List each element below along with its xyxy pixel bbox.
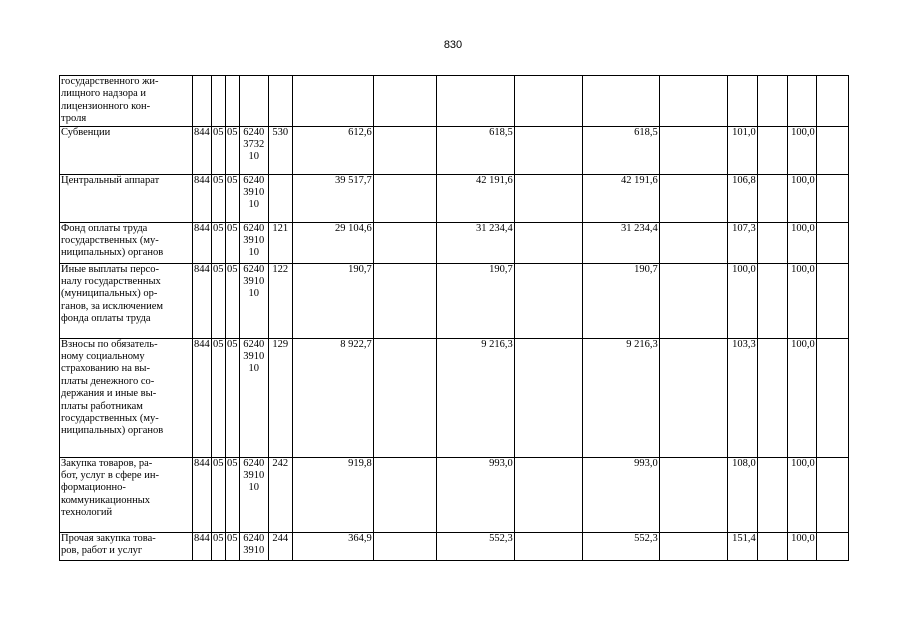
article-code: [239, 457, 268, 532]
article-code: [239, 263, 268, 338]
percent-2: 100,0: [787, 457, 816, 532]
empty-cell: [659, 126, 727, 174]
article-code-part: 6240: [243, 338, 265, 350]
empty-cell: [373, 532, 436, 560]
table-row-continued: [60, 76, 849, 127]
percent-1: 106,8: [727, 174, 757, 222]
value-3: 42 191,6: [582, 174, 659, 222]
empty-cell: [816, 222, 848, 263]
table-row: [60, 457, 849, 532]
empty-cell: [659, 457, 727, 532]
empty-cell: [816, 532, 848, 560]
empty-cell: [514, 222, 582, 263]
empty-cell: [514, 338, 582, 457]
empty-cell: [268, 76, 292, 127]
empty-cell: [787, 76, 816, 127]
budget-table: [59, 75, 849, 561]
subsection-code: 05: [225, 126, 239, 174]
article-code: [239, 338, 268, 457]
article-code-part: 3910: [243, 276, 265, 288]
article-code-part: 3910: [243, 235, 265, 247]
empty-cell: [816, 338, 848, 457]
article-code-part: 10: [248, 199, 259, 211]
empty-cell: [659, 174, 727, 222]
row-name: Взносы по обязатель- ному социальному страхованию на вы- платы денежного со- держания и иные вы- платы работникам государственных (му- ниципальных) органов: [60, 338, 193, 457]
table-row: [60, 126, 849, 174]
expense-type-code: [268, 174, 292, 222]
value-1: 919,8: [292, 457, 373, 532]
percent-1: 101,0: [727, 126, 757, 174]
empty-cell: [373, 222, 436, 263]
percent-1: 100,0: [727, 263, 757, 338]
empty-cell: [757, 338, 787, 457]
article-code-part: 10: [248, 288, 259, 300]
empty-cell: [757, 457, 787, 532]
value-1: 39 517,7: [292, 174, 373, 222]
value-2: 190,7: [436, 263, 514, 338]
value-1: 8 922,7: [292, 338, 373, 457]
expense-type-code: 122: [268, 263, 292, 338]
empty-cell: [757, 532, 787, 560]
empty-cell: [757, 76, 787, 127]
table-row: [60, 532, 849, 560]
empty-cell: [659, 338, 727, 457]
row-name: Фонд оплаты труда государственных (му- ниципальных) органов: [60, 222, 193, 263]
page-number: 830: [443, 39, 463, 51]
article-code: [239, 126, 268, 174]
article-code-part: 3910: [243, 545, 265, 557]
ministry-code: 844: [193, 457, 212, 532]
empty-cell: [373, 457, 436, 532]
empty-cell: [757, 263, 787, 338]
empty-cell: [211, 76, 225, 127]
subsection-code: 05: [225, 263, 239, 338]
value-1: 190,7: [292, 263, 373, 338]
article-code-part: 6240: [243, 174, 265, 186]
percent-1: 151,4: [727, 532, 757, 560]
row-name: Иные выплаты персо- налу государственных (муниципальных) ор- ганов, за исключением фонда оплаты труда: [60, 263, 193, 338]
percent-2: 100,0: [787, 222, 816, 263]
empty-cell: [373, 263, 436, 338]
value-2: 31 234,4: [436, 222, 514, 263]
empty-cell: [757, 174, 787, 222]
value-3: 31 234,4: [582, 222, 659, 263]
empty-cell: [659, 532, 727, 560]
value-1: 364,9: [292, 532, 373, 560]
value-3: 190,7: [582, 263, 659, 338]
article-code-part: 10: [248, 151, 259, 163]
empty-cell: [239, 76, 268, 127]
percent-2: 100,0: [787, 126, 816, 174]
ministry-code: 844: [193, 222, 212, 263]
empty-cell: [436, 76, 514, 127]
article-code: [239, 222, 268, 263]
empty-cell: [816, 174, 848, 222]
article-code-part: 3910: [243, 351, 265, 363]
empty-cell: [816, 126, 848, 174]
expense-type-code: 121: [268, 222, 292, 263]
table-row: [60, 263, 849, 338]
article-code-part: 6240: [243, 263, 265, 275]
article-code-part: 3732: [243, 139, 265, 151]
row-name: Центральный аппарат: [60, 174, 193, 222]
article-code-part: 3910: [243, 470, 265, 482]
empty-cell: [816, 457, 848, 532]
empty-cell: [757, 126, 787, 174]
ministry-code: 844: [193, 126, 212, 174]
percent-1: 107,3: [727, 222, 757, 263]
table-row: [60, 222, 849, 263]
article-code-part: 6240: [243, 532, 265, 544]
empty-cell: [373, 76, 436, 127]
subsection-code: 05: [225, 457, 239, 532]
empty-cell: [659, 76, 727, 127]
value-2: 42 191,6: [436, 174, 514, 222]
value-3: 552,3: [582, 532, 659, 560]
empty-cell: [514, 174, 582, 222]
empty-cell: [757, 222, 787, 263]
value-1: 29 104,6: [292, 222, 373, 263]
empty-cell: [373, 126, 436, 174]
empty-cell: [514, 126, 582, 174]
empty-cell: [292, 76, 373, 127]
section-code: 05: [211, 126, 225, 174]
empty-cell: [816, 263, 848, 338]
empty-cell: [373, 174, 436, 222]
empty-cell: [727, 76, 757, 127]
ministry-code: 844: [193, 338, 212, 457]
empty-cell: [514, 76, 582, 127]
empty-cell: [659, 263, 727, 338]
empty-cell: [193, 76, 212, 127]
section-code: 05: [211, 222, 225, 263]
expense-type-code: 129: [268, 338, 292, 457]
value-2: 552,3: [436, 532, 514, 560]
percent-1: 108,0: [727, 457, 757, 532]
article-code-part: 6240: [243, 457, 265, 469]
empty-cell: [514, 457, 582, 532]
percent-1: 103,3: [727, 338, 757, 457]
percent-2: 100,0: [787, 532, 816, 560]
value-3: 618,5: [582, 126, 659, 174]
article-code: [239, 532, 268, 560]
expense-type-code: 530: [268, 126, 292, 174]
empty-cell: [582, 76, 659, 127]
table-row: [60, 174, 849, 222]
empty-cell: [373, 338, 436, 457]
expense-type-code: 244: [268, 532, 292, 560]
row-name: Субвенции: [60, 126, 193, 174]
value-2: 993,0: [436, 457, 514, 532]
row-name: государственного жи- лищного надзора и лицензионного кон- троля: [60, 76, 193, 127]
subsection-code: 05: [225, 338, 239, 457]
ministry-code: 844: [193, 263, 212, 338]
section-code: 05: [211, 263, 225, 338]
value-2: 618,5: [436, 126, 514, 174]
article-code-part: 10: [248, 247, 259, 259]
subsection-code: 05: [225, 532, 239, 560]
empty-cell: [514, 263, 582, 338]
table-body: [60, 76, 849, 561]
value-1: 612,6: [292, 126, 373, 174]
article-code-part: 6240: [243, 126, 265, 138]
article-code: [239, 174, 268, 222]
section-code: 05: [211, 174, 225, 222]
empty-cell: [225, 76, 239, 127]
section-code: 05: [211, 338, 225, 457]
table-row: [60, 338, 849, 457]
percent-2: 100,0: [787, 174, 816, 222]
percent-2: 100,0: [787, 338, 816, 457]
article-code-part: 3910: [243, 187, 265, 199]
subsection-code: 05: [225, 174, 239, 222]
value-3: 993,0: [582, 457, 659, 532]
empty-cell: [514, 532, 582, 560]
row-name: Прочая закупка това- ров, работ и услуг: [60, 532, 193, 560]
section-code: 05: [211, 457, 225, 532]
ministry-code: 844: [193, 532, 212, 560]
ministry-code: 844: [193, 174, 212, 222]
subsection-code: 05: [225, 222, 239, 263]
value-2: 9 216,3: [436, 338, 514, 457]
article-code-part: 6240: [243, 222, 265, 234]
empty-cell: [816, 76, 848, 127]
row-name: Закупка товаров, ра- бот, услуг в сфере ин- формационно- коммуникационных технологий: [60, 457, 193, 532]
empty-cell: [659, 222, 727, 263]
value-3: 9 216,3: [582, 338, 659, 457]
article-code-part: 10: [248, 482, 259, 494]
section-code: 05: [211, 532, 225, 560]
article-code-part: 10: [248, 363, 259, 375]
expense-type-code: 242: [268, 457, 292, 532]
percent-2: 100,0: [787, 263, 816, 338]
